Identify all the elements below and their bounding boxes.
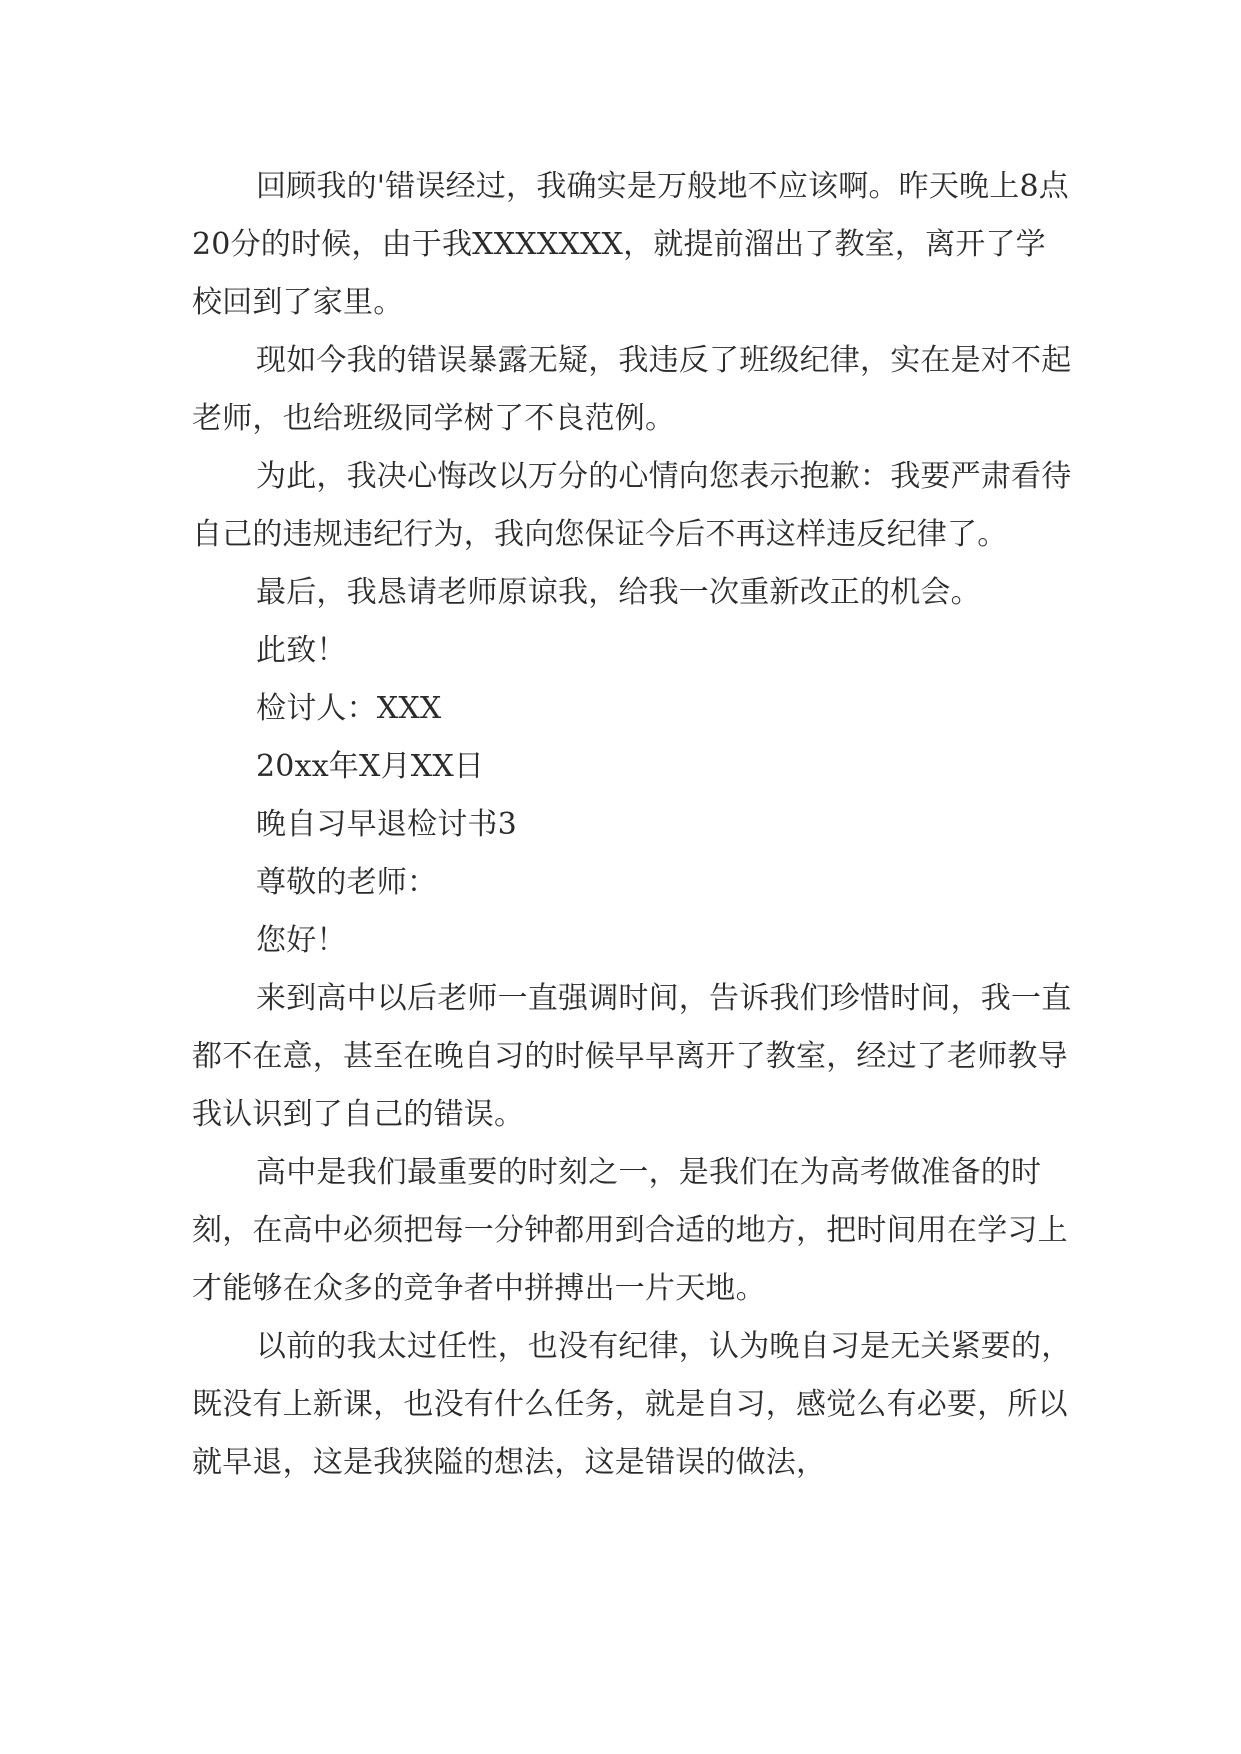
section-title: 晚自习早退检讨书3 [256, 807, 517, 842]
signer-line: 检讨人：XXX [256, 691, 442, 726]
paragraph-1: 回顾我的'错误经过，我确实是万般地不应该啊。昨天晚上8点20分的时候，由于我XXXXXXX，就提前溜出了教室，离开了学校回到了家里。 [192, 169, 1069, 320]
salutation-line: 尊敬的老师： [256, 865, 438, 900]
paragraph-7: 以前的我太过任性，也没有纪律，认为晚自习是无关紧要的，既没有上新课，也没有什么任务，就是自习，感觉么有必要，所以就早退，这是我狭隘的想法，这是错误的做法， [192, 1329, 1072, 1480]
paragraph-3: 为此，我决心悔改以万分的心情向您表示抱歉：我要严肃看待自己的违规违纪行为，我向您保证今后不再这样违反纪律了。 [192, 459, 1072, 552]
paragraph-6: 高中是我们最重要的时刻之一，是我们在为高考做准备的时刻，在高中必须把每一分钟都用到合适的地方，把时间用在学习上才能够在众多的竞争者中拼搏出一片天地。 [192, 1155, 1068, 1306]
greeting-line: 您好！ [256, 923, 347, 958]
document-page [192, 158, 1072, 1492]
closing-line: 此致！ [256, 633, 347, 668]
paragraph-4: 最后，我恳请老师原谅我，给我一次重新改正的机会。 [256, 575, 981, 610]
date-line: 20xx年X月XX日 [256, 749, 485, 784]
paragraph-2: 现如今我的错误暴露无疑，我违反了班级纪律，实在是对不起老师，也给班级同学树了不良范例。 [192, 343, 1072, 436]
paragraph-5: 来到高中以后老师一直强调时间，告诉我们珍惜时间，我一直都不在意，甚至在晚自习的时候早早离开了教室，经过了老师教导我认识到了自己的错误。 [192, 981, 1072, 1132]
